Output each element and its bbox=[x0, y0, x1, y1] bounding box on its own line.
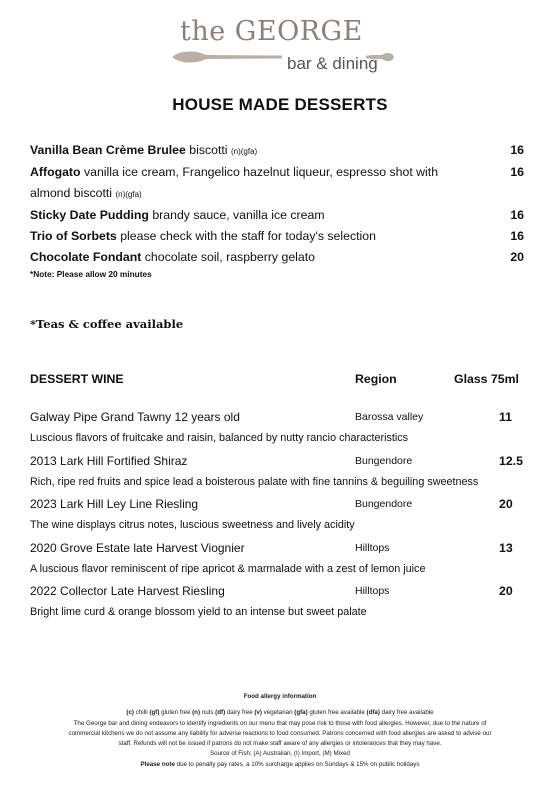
logo-brand: the GEORGE bbox=[180, 16, 363, 47]
dessert-tags: (n)(gfa) bbox=[230, 147, 258, 156]
allergy-code: (df) bbox=[215, 709, 226, 717]
teas-coffee-note: *Teas & coffee available bbox=[30, 317, 184, 331]
wine-header bbox=[30, 372, 530, 388]
dessert-desc: brandy sauce, vanilla ice cream bbox=[152, 208, 325, 222]
wine-glass-header: Glass 75ml bbox=[454, 372, 519, 386]
dessert-desc: almond biscotti bbox=[30, 186, 113, 200]
dessert-list bbox=[30, 140, 530, 280]
wine-list bbox=[30, 406, 530, 624]
surcharge-note bbox=[20, 760, 540, 770]
dessert-item bbox=[30, 162, 530, 183]
allergy-code: (gf) bbox=[149, 709, 160, 717]
dessert-name: Trio of Sorbets bbox=[30, 229, 117, 243]
allergy-title: Food allergy information bbox=[243, 693, 317, 700]
surcharge-text: due to penalty pay rates, a 10% surcharge applies on Sundays & 15% on public holidays bbox=[174, 760, 420, 768]
allergy-code: (n) bbox=[192, 709, 201, 717]
allergy-code-label: chilli bbox=[133, 709, 150, 717]
dessert-item bbox=[30, 226, 530, 247]
dessert-note: *Note: Please allow 20 minutes bbox=[30, 269, 152, 279]
allergy-disclaimer-1: The George bar and dining endeavors to identify ingredients on our menu that may pose risk to those with food allergies. However, due to the nature of bbox=[73, 719, 487, 727]
wine-section-title: DESSERT WINE bbox=[30, 372, 124, 386]
dessert-item bbox=[30, 140, 530, 162]
wine-item bbox=[30, 450, 530, 494]
wine-region: Barossa valley bbox=[355, 411, 424, 423]
page-title: HOUSE MADE DESSERTS bbox=[172, 95, 388, 114]
wine-desc: Bright lime curd & orange blossom yield to an intense but sweet palate bbox=[30, 606, 367, 618]
allergy-legend bbox=[20, 708, 540, 718]
wine-region: Hilltops bbox=[355, 541, 390, 554]
allergy-disclaimer-3: staff. Refunds will not be issued if patrons do not make staff aware of any allergies or intolerances that they may have. bbox=[118, 740, 442, 748]
wine-region: Hilltops bbox=[355, 585, 390, 597]
wine-price: 20 bbox=[499, 497, 513, 511]
wine-name: 2022 Collector Late Harvest Riesling bbox=[30, 584, 225, 598]
wine-name: Galway Pipe Grand Tawny 12 years old bbox=[30, 410, 240, 424]
dessert-desc: chocolate soil, raspberry gelato bbox=[144, 250, 315, 264]
dessert-price: 16 bbox=[510, 229, 524, 243]
logo bbox=[170, 14, 395, 74]
wine-desc: Luscious flavors of fruitcake and raisin, balanced by nutty rancio characteristics bbox=[30, 432, 409, 444]
dessert-name: Affogato bbox=[30, 165, 81, 179]
logo-subtitle: bar & dining bbox=[287, 54, 378, 73]
wine-name: 2020 Grove Estate late Harvest Viognier bbox=[30, 540, 245, 555]
allergy-code-label: dairy free bbox=[225, 709, 255, 717]
dessert-price: 16 bbox=[510, 208, 524, 222]
allergy-code: (v) bbox=[254, 709, 262, 717]
wine-region-header: Region bbox=[355, 372, 397, 386]
dessert-price: 16 bbox=[510, 165, 524, 179]
wine-item bbox=[30, 537, 530, 581]
dessert-item-continued bbox=[30, 183, 530, 205]
wine-region: Bungendore bbox=[355, 498, 413, 510]
wine-price: 20 bbox=[499, 584, 513, 598]
allergy-code: (c) bbox=[126, 709, 134, 717]
dessert-price: 20 bbox=[510, 250, 524, 264]
allergy-code-label: gluten free available bbox=[307, 709, 367, 717]
wine-price: 13 bbox=[499, 540, 513, 555]
wine-name: 2023 Lark Hill Ley Line Riesling bbox=[30, 497, 199, 511]
allergy-code-label: vegetarian bbox=[261, 709, 295, 717]
dessert-price: 16 bbox=[510, 143, 524, 157]
dessert-tags: (n)(gfa) bbox=[115, 190, 142, 199]
allergy-code-label: gluten free bbox=[159, 709, 193, 717]
allergy-code: (dfa) bbox=[366, 709, 380, 717]
allergy-disclaimer-2: commercial kitchens we do not assume any liability for adverse reactions to food consumed. Patrons concerned with food allergies are asked to advise our bbox=[68, 729, 492, 737]
wine-desc: A luscious flavor reminiscent of ripe apricot & marmalade with a zest of lemon juice bbox=[30, 562, 426, 575]
dessert-item bbox=[30, 247, 530, 268]
dessert-name: Sticky Date Pudding bbox=[30, 208, 149, 222]
wine-item bbox=[30, 406, 530, 450]
wine-price: 11 bbox=[499, 410, 512, 424]
wine-name: 2013 Lark Hill Fortified Shiraz bbox=[30, 453, 188, 468]
dessert-name: Chocolate Fondant bbox=[30, 250, 142, 264]
dessert-desc: biscotti bbox=[189, 143, 228, 157]
dessert-name: Vanilla Bean Crème Brulee bbox=[30, 143, 186, 157]
dessert-desc: vanilla ice cream, Frangelico hazelnut liqueur, espresso shot with bbox=[83, 165, 439, 179]
fish-source: Source of Fish: (A) Australian, (I) Import, (M) Mixed bbox=[210, 750, 350, 758]
allergy-info bbox=[20, 692, 540, 770]
wine-desc: The wine displays citrus notes, luscious sweetness and lively acidity bbox=[30, 519, 355, 531]
dessert-desc: please check with the staff for today's selection bbox=[120, 229, 376, 243]
wine-item bbox=[30, 493, 530, 537]
allergy-code: (gfa) bbox=[294, 709, 308, 717]
wine-desc: Rich, ripe red fruits and spice lead a boisterous palate with fine tannins & beguiling sweetness bbox=[30, 475, 479, 488]
wine-price: 12.5 bbox=[499, 453, 523, 468]
please-note-label: Please note bbox=[140, 760, 175, 768]
dessert-item bbox=[30, 205, 530, 226]
wine-region: Bungendore bbox=[355, 454, 413, 467]
allergy-code-label: dairy free available bbox=[379, 709, 434, 717]
wine-item bbox=[30, 580, 530, 624]
allergy-code-label: nuts bbox=[200, 709, 216, 717]
